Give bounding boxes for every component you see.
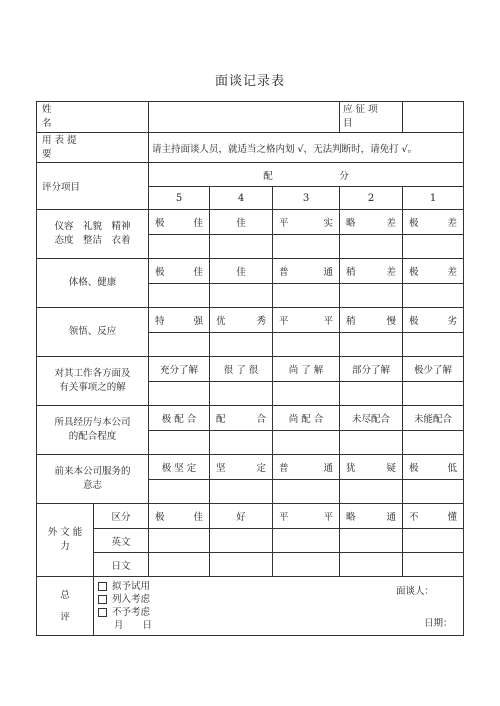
rating-label: 极 差 xyxy=(403,210,464,235)
check-cell[interactable] xyxy=(403,480,464,504)
check-cell[interactable] xyxy=(149,553,210,577)
summary-option-label: 列入考虑 xyxy=(112,594,151,605)
language-rating-label: 平 平 xyxy=(273,504,340,529)
check-cell[interactable] xyxy=(273,284,340,308)
check-cell[interactable] xyxy=(340,382,403,406)
rating-label: 稍 慢 xyxy=(340,308,403,333)
rating-label: 坚 定 xyxy=(210,455,273,480)
criteria-rating-row xyxy=(37,357,464,382)
check-cell[interactable] xyxy=(210,529,273,553)
checkbox-icon[interactable] xyxy=(98,608,107,617)
criteria-rating-row xyxy=(37,406,464,431)
rating-label: 极 配 合 xyxy=(149,406,210,431)
rating-label: 普 通 xyxy=(273,259,340,284)
summary-label: 总 评 xyxy=(37,577,94,636)
language-row xyxy=(37,529,464,553)
check-cell[interactable] xyxy=(273,480,340,504)
language-label: 外 文 能 力 xyxy=(37,504,94,577)
check-cell[interactable] xyxy=(340,333,403,357)
interviewer-label: 面谈人： xyxy=(396,586,435,597)
rating-label: 配 合 xyxy=(210,406,273,431)
criteria-rating-row xyxy=(37,259,464,284)
language-rating-label: 好 xyxy=(210,504,273,529)
rating-label: 佳 xyxy=(210,259,273,284)
rating-label: 尚 了 解 xyxy=(273,357,340,382)
rating-label: 尚 配 合 xyxy=(273,406,340,431)
date-label: 日期： xyxy=(424,618,453,629)
rating-label: 普 通 xyxy=(273,455,340,480)
check-cell[interactable] xyxy=(210,480,273,504)
check-cell[interactable] xyxy=(403,553,464,577)
check-cell[interactable] xyxy=(273,333,340,357)
rating-label: 优 秀 xyxy=(210,308,273,333)
criteria-name: 体格、健康 xyxy=(37,259,149,308)
check-cell[interactable] xyxy=(149,235,210,259)
position-label: 应 征 项 目 xyxy=(340,102,403,133)
check-cell[interactable] xyxy=(340,284,403,308)
rating-label: 平 平 xyxy=(273,308,340,333)
rating-label: 佳 xyxy=(210,210,273,235)
criteria-name: 对其工作各方面及 有关事项之的解 xyxy=(37,357,149,406)
checkbox-icon[interactable] xyxy=(98,595,107,604)
check-cell[interactable] xyxy=(149,529,210,553)
language-name: 英文 xyxy=(94,529,149,553)
rating-label: 稍 差 xyxy=(340,259,403,284)
check-cell[interactable] xyxy=(149,480,210,504)
rating-label: 极 佳 xyxy=(149,259,210,284)
check-cell[interactable] xyxy=(340,235,403,259)
check-cell[interactable] xyxy=(149,382,210,406)
criteria-name: 前来本公司服务的 意志 xyxy=(37,455,149,504)
check-cell[interactable] xyxy=(273,431,340,455)
check-cell[interactable] xyxy=(210,382,273,406)
name-field[interactable] xyxy=(149,102,340,133)
language-rating-label: 不 懂 xyxy=(403,504,464,529)
score-4: 4 xyxy=(210,187,273,210)
check-cell[interactable] xyxy=(149,284,210,308)
rating-label: 极少了解 xyxy=(403,357,464,382)
check-cell[interactable] xyxy=(403,235,464,259)
summary-option-label: 拟予试用 xyxy=(112,581,151,592)
score-2: 2 xyxy=(340,187,403,210)
rating-label: 部分了解 xyxy=(340,357,403,382)
criteria-name: 所具经历与本公司 的配合程度 xyxy=(37,406,149,455)
language-subheader: 区分 xyxy=(94,504,149,529)
form-title: 面谈记录表 xyxy=(214,74,285,89)
language-row xyxy=(37,553,464,577)
check-cell[interactable] xyxy=(403,529,464,553)
check-cell[interactable] xyxy=(210,333,273,357)
language-rating-label: 略 通 xyxy=(340,504,403,529)
summary-option[interactable] xyxy=(98,606,459,619)
rating-label: 未能配合 xyxy=(403,406,464,431)
summary-option-label: 不予考虑 xyxy=(112,607,151,618)
rating-label: 平 实 xyxy=(273,210,340,235)
check-cell[interactable] xyxy=(340,553,403,577)
criteria-name: 领悟、反应 xyxy=(37,308,149,357)
check-cell[interactable] xyxy=(273,529,340,553)
rating-label: 极 差 xyxy=(403,259,464,284)
score-5: 5 xyxy=(149,187,210,210)
instructions-label: 用 表 提 要 xyxy=(37,133,149,163)
check-cell[interactable] xyxy=(403,284,464,308)
criteria-rating-row xyxy=(37,308,464,333)
rating-label: 未尽配合 xyxy=(340,406,403,431)
check-cell[interactable] xyxy=(149,333,210,357)
position-field[interactable] xyxy=(403,102,464,133)
date-fields: 月 日 xyxy=(114,620,153,631)
checkbox-icon[interactable] xyxy=(98,582,107,591)
check-cell[interactable] xyxy=(340,480,403,504)
check-cell[interactable] xyxy=(403,333,464,357)
check-cell[interactable] xyxy=(210,235,273,259)
criteria-rating-row xyxy=(37,455,464,480)
rating-label: 犹 疑 xyxy=(340,455,403,480)
score-header: 配 分 xyxy=(149,163,464,187)
check-cell[interactable] xyxy=(403,431,464,455)
language-name: 日文 xyxy=(94,553,149,577)
check-cell[interactable] xyxy=(403,382,464,406)
check-cell[interactable] xyxy=(340,529,403,553)
check-cell[interactable] xyxy=(273,553,340,577)
name-label: 姓 名 xyxy=(37,102,149,133)
instructions-text: 请主持面谈人员，就适当之格内划 √，无法判断时，请免打 √。 xyxy=(149,133,464,163)
rating-label: 特 强 xyxy=(149,308,210,333)
check-cell[interactable] xyxy=(273,235,340,259)
rating-label: 很 了 很 xyxy=(210,357,273,382)
rating-label: 极 低 xyxy=(403,455,464,480)
check-cell[interactable] xyxy=(340,431,403,455)
language-rating-label: 极 佳 xyxy=(149,504,210,529)
check-cell[interactable] xyxy=(210,431,273,455)
criteria-name: 仪容 礼貌 精神 态度 整洁 衣着 xyxy=(37,210,149,259)
rating-label: 极 劣 xyxy=(403,308,464,333)
interview-record-table xyxy=(36,101,464,636)
check-cell[interactable] xyxy=(210,553,273,577)
language-header-row xyxy=(37,504,464,529)
criteria-header: 评分项目 xyxy=(37,163,149,210)
score-3: 3 xyxy=(273,187,340,210)
check-cell[interactable] xyxy=(210,284,273,308)
check-cell[interactable] xyxy=(273,382,340,406)
rating-label: 极 坚 定 xyxy=(149,455,210,480)
rating-label: 极 佳 xyxy=(149,210,210,235)
criteria-rating-row xyxy=(37,210,464,235)
rating-label: 充分了解 xyxy=(149,357,210,382)
score-1: 1 xyxy=(403,187,464,210)
rating-label: 略 差 xyxy=(340,210,403,235)
check-cell[interactable] xyxy=(149,431,210,455)
